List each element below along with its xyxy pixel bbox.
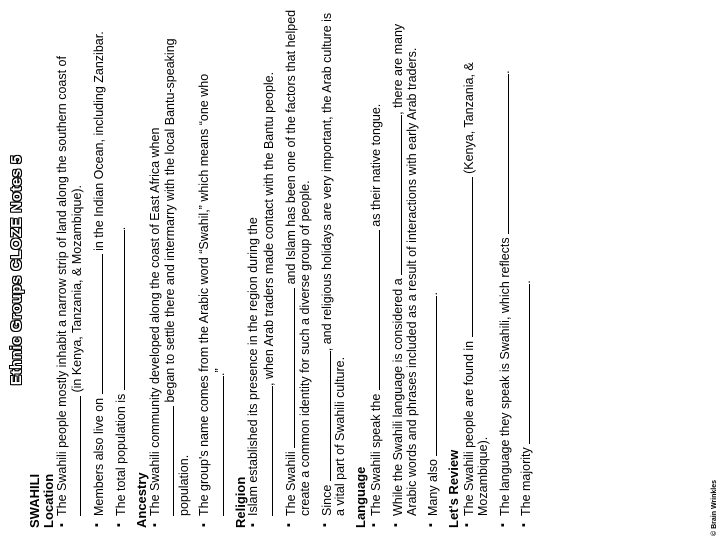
language-heading: Language [353, 466, 369, 528]
language-item-3 [425, 6, 441, 516]
fill-in-blank[interactable] [162, 406, 174, 516]
fill-in-blank[interactable] [368, 230, 380, 390]
text: who [196, 73, 211, 97]
text: Islam established its presence in the region during the [246, 217, 261, 516]
fill-in-blank[interactable] [461, 177, 473, 337]
text: The Swahili [283, 451, 298, 516]
review-item-2 [497, 6, 513, 516]
ancestry-item-1 [149, 6, 192, 516]
text: Since [319, 484, 334, 516]
text: While the Swahili language is considered a [390, 278, 405, 516]
text: . [426, 292, 441, 296]
document-title: Ethnic Groups CLOZE Notes 5 [8, 154, 25, 386]
text: .” [212, 368, 227, 376]
text: tongue. [368, 103, 383, 146]
text: Bantu people. [262, 71, 277, 150]
text: The Swahili speak the [368, 393, 383, 516]
location-item-3 [113, 6, 129, 516]
text: The Swahili people are found in [461, 340, 476, 516]
fill-in-blank[interactable] [261, 386, 273, 516]
text: in the Indian Ocean, [92, 139, 107, 251]
text: The Swahili people mostly inhabit a narrow strip of land along the southern coast of [54, 56, 69, 516]
fill-in-blank[interactable] [283, 288, 295, 448]
text: Many also [426, 459, 441, 516]
religion-item-3 [319, 6, 349, 516]
language-item-1 [368, 6, 384, 516]
section-heading-swahili: SWAHILI [27, 473, 42, 528]
text: factors that helped create a common identity for such a diverse group of people. [283, 9, 312, 516]
text: The language they speak is Swahili, which reflects [497, 237, 512, 516]
fill-in-blank[interactable] [425, 296, 437, 456]
fill-in-blank[interactable] [91, 254, 103, 394]
text: , and religious holidays are very [319, 175, 334, 352]
text: (in Kenya, Tanzania, & [70, 267, 85, 393]
text: as their native [368, 148, 383, 227]
language-list [368, 6, 441, 528]
fill-in-blank[interactable] [390, 115, 402, 275]
text: with early Arab traders. [404, 47, 419, 176]
text: The Swahili community developed along the coast of East Africa when [147, 127, 162, 516]
language-item-2 [390, 6, 420, 516]
location-item-2 [91, 6, 107, 516]
location-heading: Location [40, 473, 56, 528]
fill-in-blank[interactable] [212, 376, 224, 516]
religion-heading: Religion [232, 476, 248, 528]
ancestry-item-2 [198, 6, 228, 516]
text: (Kenya, [461, 130, 476, 174]
fill-in-blank[interactable] [69, 396, 81, 516]
review-item-3 [518, 6, 534, 516]
religion-item-2 [283, 6, 313, 516]
text: there are many Arabic words and phrases included as a result of interactions [390, 23, 419, 516]
review-list [461, 6, 534, 528]
ancestry-heading: Ancestry [133, 472, 149, 528]
religion-item-1 [247, 6, 277, 516]
text: important, the Arab culture is a vital part of Swahili culture. [319, 12, 348, 516]
text: Members also live on [92, 397, 107, 516]
fill-in-blank[interactable] [319, 351, 331, 481]
fill-in-blank[interactable] [518, 284, 530, 444]
text: . [497, 70, 512, 74]
ancestry-list [149, 6, 228, 528]
location-list [56, 6, 129, 528]
text: The group's name comes from the Arabic word “Swahil,” which means “one [196, 100, 211, 516]
text: The majority [519, 447, 534, 516]
fill-in-blank[interactable] [497, 74, 509, 234]
text: , [390, 111, 405, 115]
fill-in-blank[interactable] [113, 230, 125, 390]
text: and Islam has been one of the [283, 116, 298, 285]
review-heading: Let's Review [446, 449, 462, 528]
document-body [28, 6, 540, 528]
copyright-notice: © Brain Wrinkles [711, 480, 718, 536]
text: The total population is [113, 393, 128, 516]
text: Tanzania, & Mozambique). [461, 62, 490, 516]
religion-list [247, 6, 348, 528]
review-item-1 [461, 6, 491, 516]
text: , when Arab traders made contact with the [262, 152, 277, 386]
text: began to settle there and intermarry with [163, 178, 178, 403]
text: . [113, 226, 128, 231]
text: including Zanzibar. [92, 31, 107, 136]
text: the local Bantu-speaking population. [163, 38, 192, 516]
text: Mozambique). [70, 184, 85, 265]
location-item-1 [56, 6, 86, 516]
text: . [519, 280, 534, 284]
